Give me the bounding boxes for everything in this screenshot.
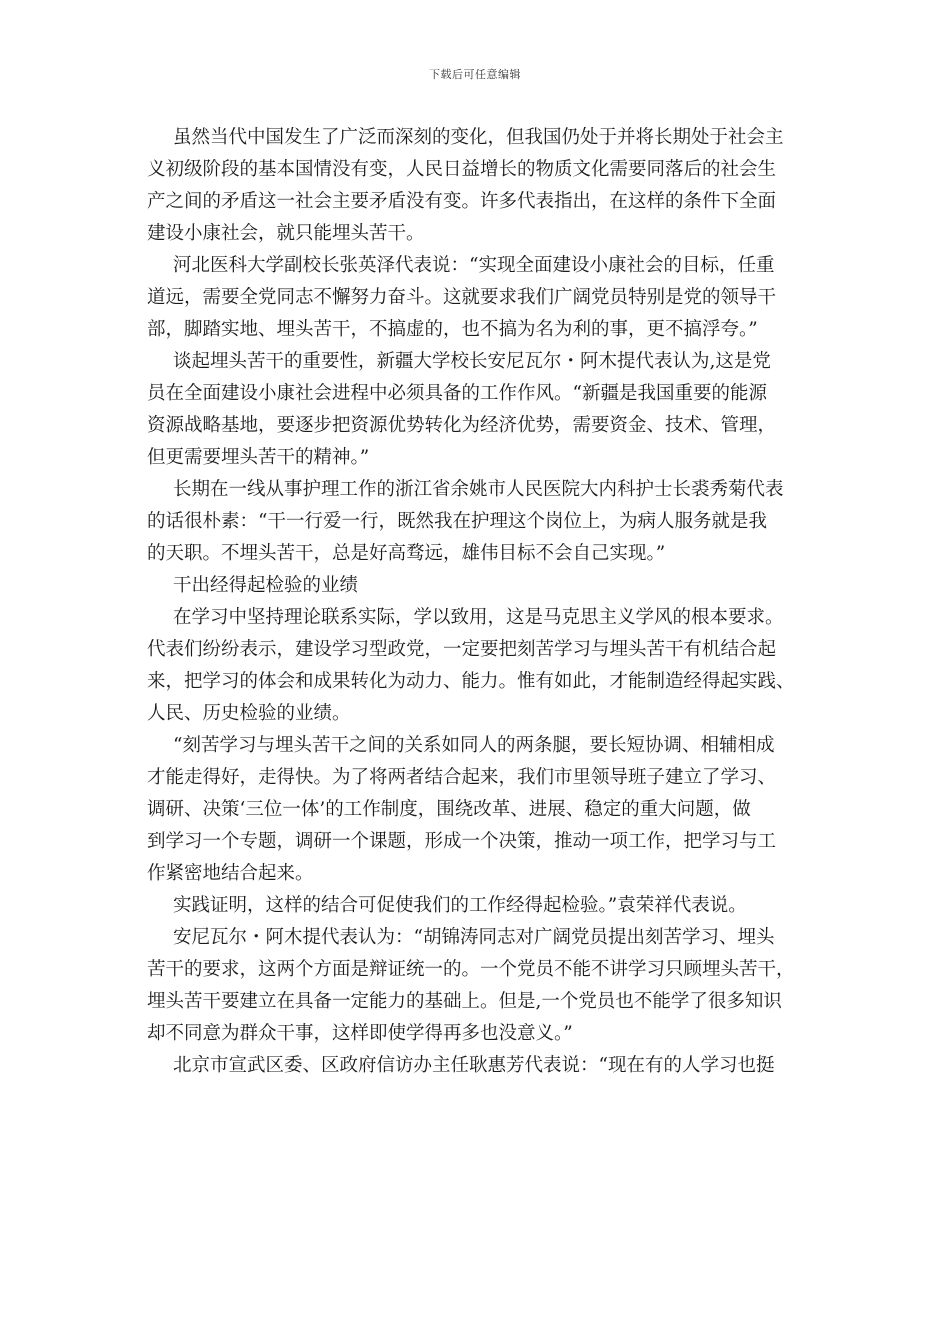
text-line: 道远，需要全党同志不懈努力奋斗。这就要求我们广阔党员特别是党的领导干 — [147, 287, 777, 308]
text-line: 但更需要埋头苦干的精神。” — [147, 447, 370, 468]
text-line: 安尼瓦尔・阿木提代表认为：“胡锦涛同志对广阔党员提出刻苦学习、埋头 — [173, 927, 775, 948]
text-line: 实践证明，这样的结合可促使我们的工作经得起检验。”袁荣祥代表说。 — [173, 895, 747, 916]
text-line: 的话很朴素：“干一行爱一行，既然我在护理这个岗位上，为病人服务就是我 — [147, 511, 767, 532]
section-heading: 干出经得起检验的业绩 — [173, 575, 359, 596]
text-line: 部，脚踏实地、埋头苦干，不搞虚的，也不搞为名为利的事，更不搞浮夸。” — [147, 319, 758, 340]
text-line: 建设小康社会，就只能埋头苦干。 — [147, 223, 425, 244]
text-line: 却不同意为群众干事，这样即使学得再多也没意义。” — [147, 1023, 573, 1044]
text-line: 在学习中坚持理论联系实际，学以致用，这是马克思主义学风的根本要求。 — [173, 607, 784, 628]
text-line: 产之间的矛盾这一社会主要矛盾没有变。许多代表指出，在这样的条件下全面 — [147, 191, 777, 212]
text-line: 虽然当代中国发生了广泛而深刻的变化，但我国仍处于并将长期处于社会主 — [173, 127, 784, 148]
text-line: 义初级阶段的基本国情没有变，人民日益增长的物质文化需要同落后的社会生 — [147, 159, 777, 180]
text-line: 作紧密地结合起来。 — [147, 863, 314, 884]
document-body — [147, 122, 827, 1082]
text-line: 资源战略基地，要逐步把资源优势转化为经济优势，需要资金、技术、管理， — [147, 415, 777, 436]
text-line: 北京市宣武区委、区政府信访办主任耿惠芳代表说：“现在有的人学习也挺 — [173, 1055, 775, 1076]
text-line: 河北医科大学副校长张英泽代表说：“实现全面建设小康社会的目标，任重 — [173, 255, 775, 276]
text-line: 的天职。不埋头苦干，总是好高骛远，雄伟目标不会自己实现。” — [147, 543, 666, 564]
text-line: 调研、决策‘三位一体’的工作制度，围绕改革、进展、稳定的重大问题，做 — [147, 799, 751, 820]
text-line: 代表们纷纷表示，建设学习型政党，一定要把刻苦学习与埋头苦干有机结合起 — [147, 639, 777, 660]
text-line: 员在全面建设小康社会进程中必须具备的工作作风。“新疆是我国重要的能源 — [147, 383, 767, 404]
text-line: 埋头苦干要建立在具备一定能力的基础上。但是,一个党员也不能学了很多知识 — [147, 991, 782, 1012]
text-line: 人民、历史检验的业绩。 — [147, 703, 351, 724]
text-line: 来，把学习的体会和成果转化为动力、能力。惟有如此，才能制造经得起实践、 — [147, 671, 795, 692]
text-line: 谈起埋头苦干的重要性，新疆大学校长安尼瓦尔・阿木提代表认为,这是党 — [173, 351, 771, 372]
text-line: 苦干的要求，这两个方面是辩证统一的。一个党员不能不讲学习只顾埋头苦干， — [147, 959, 795, 980]
text-line: “刻苦学习与埋头苦干之间的关系如同人的两条腿，要长短协调、相辅相成 — [173, 735, 775, 756]
text-line: 长期在一线从事护理工作的浙江省余姚市人民医院大内科护士长裘秀菊代表 — [173, 479, 784, 500]
page-header: 下载后可任意编辑 — [429, 68, 521, 81]
text-line: 到学习一个专题，调研一个课题，形成一个决策，推动一项工作，把学习与工 — [147, 831, 777, 852]
text-line: 才能走得好，走得快。为了将两者结合起来，我们市里领导班子建立了学习、 — [147, 767, 777, 788]
